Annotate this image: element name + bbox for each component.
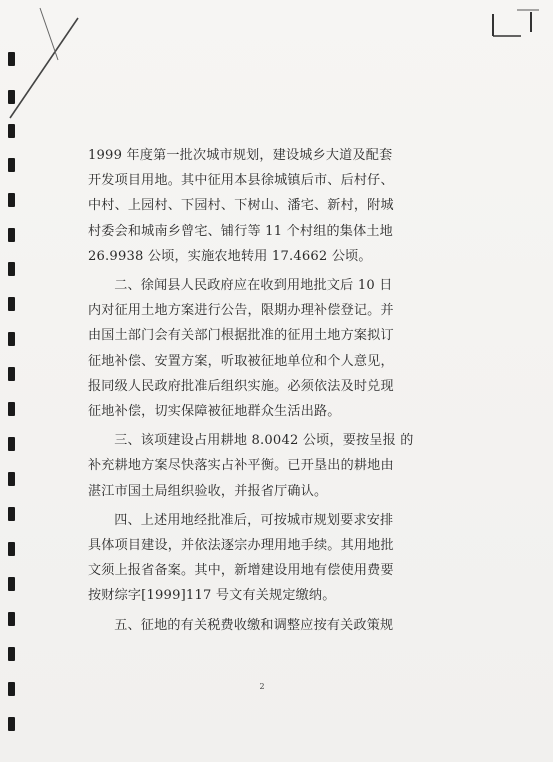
binding-hole — [8, 332, 15, 346]
section-5-line: 五、征地的有关税费收缴和调整应按有关政策规 — [114, 617, 394, 633]
page-number: 2 — [259, 682, 265, 691]
body-line: 补充耕地方案尽快落实占补平衡。已开垦出的耕地由 — [88, 458, 394, 474]
body-line: 内对征用土地方案进行公告，限期办理补偿登记。并 — [88, 303, 394, 319]
body-line: 征地补偿、安置方案，听取被征地单位和个人意见， — [88, 353, 394, 369]
binding-hole — [8, 158, 15, 172]
binding-hole — [8, 262, 15, 276]
body-line: 中村、上园村、下园村、下树山、潘宅、新村，附城 — [88, 198, 394, 214]
body-line: 按财综字[1999]117 号文有关规定缴纳。 — [88, 588, 336, 604]
binding-hole — [8, 682, 15, 696]
body-line: 具体项目建设，并依法逐宗办理用地手续。其用地批 — [88, 538, 394, 554]
binding-hole — [8, 542, 15, 556]
binding-hole — [8, 507, 15, 521]
section-2-line: 二、徐闻县人民政府应在收到用地批文后 10 日 — [114, 278, 393, 294]
body-line: 湛江市国土局组织验收，并报省厅确认。 — [88, 483, 328, 499]
section-4-line: 四、上述用地经批准后，可按城市规划要求安排 — [114, 512, 394, 528]
document-body — [88, 143, 448, 638]
body-line: 文须上报省备案。其中，新增建设用地有偿使用费要 — [88, 563, 394, 579]
binding-hole — [8, 297, 15, 311]
body-line: 由国土部门会有关部门根据批准的征用土地方案拟订 — [88, 328, 394, 344]
section-3-line: 三、该项建设占用耕地 8.0042 公顷，要按呈报 的 — [114, 433, 414, 449]
binding-hole — [8, 577, 15, 591]
binding-hole — [8, 717, 15, 731]
binding-hole — [8, 647, 15, 661]
body-line: 开发项目用地。其中征用本县徐城镇后市、后村仔、 — [88, 173, 394, 189]
corner-mark — [487, 6, 547, 46]
body-line: 征地补偿，切实保障被征地群众生活出路。 — [88, 404, 341, 420]
binding-hole — [8, 367, 15, 381]
body-line: 1999 年度第一批次城市规划，建设城乡大道及配套 — [88, 148, 393, 163]
binding-hole — [8, 437, 15, 451]
body-line: 26.9938 公顷，实施农地转用 17.4662 公顷。 — [88, 248, 372, 264]
binding-hole — [8, 228, 15, 242]
scan-mark-line — [0, 0, 100, 130]
binding-hole — [8, 402, 15, 416]
binding-hole — [8, 612, 15, 626]
body-line: 报同级人民政府批准后组织实施。必须依法及时兑现 — [88, 378, 394, 394]
binding-hole — [8, 193, 15, 207]
binding-hole — [8, 472, 15, 486]
body-line: 村委会和城南乡曾宅、铺行等 11 个村组的集体土地 — [88, 223, 393, 239]
